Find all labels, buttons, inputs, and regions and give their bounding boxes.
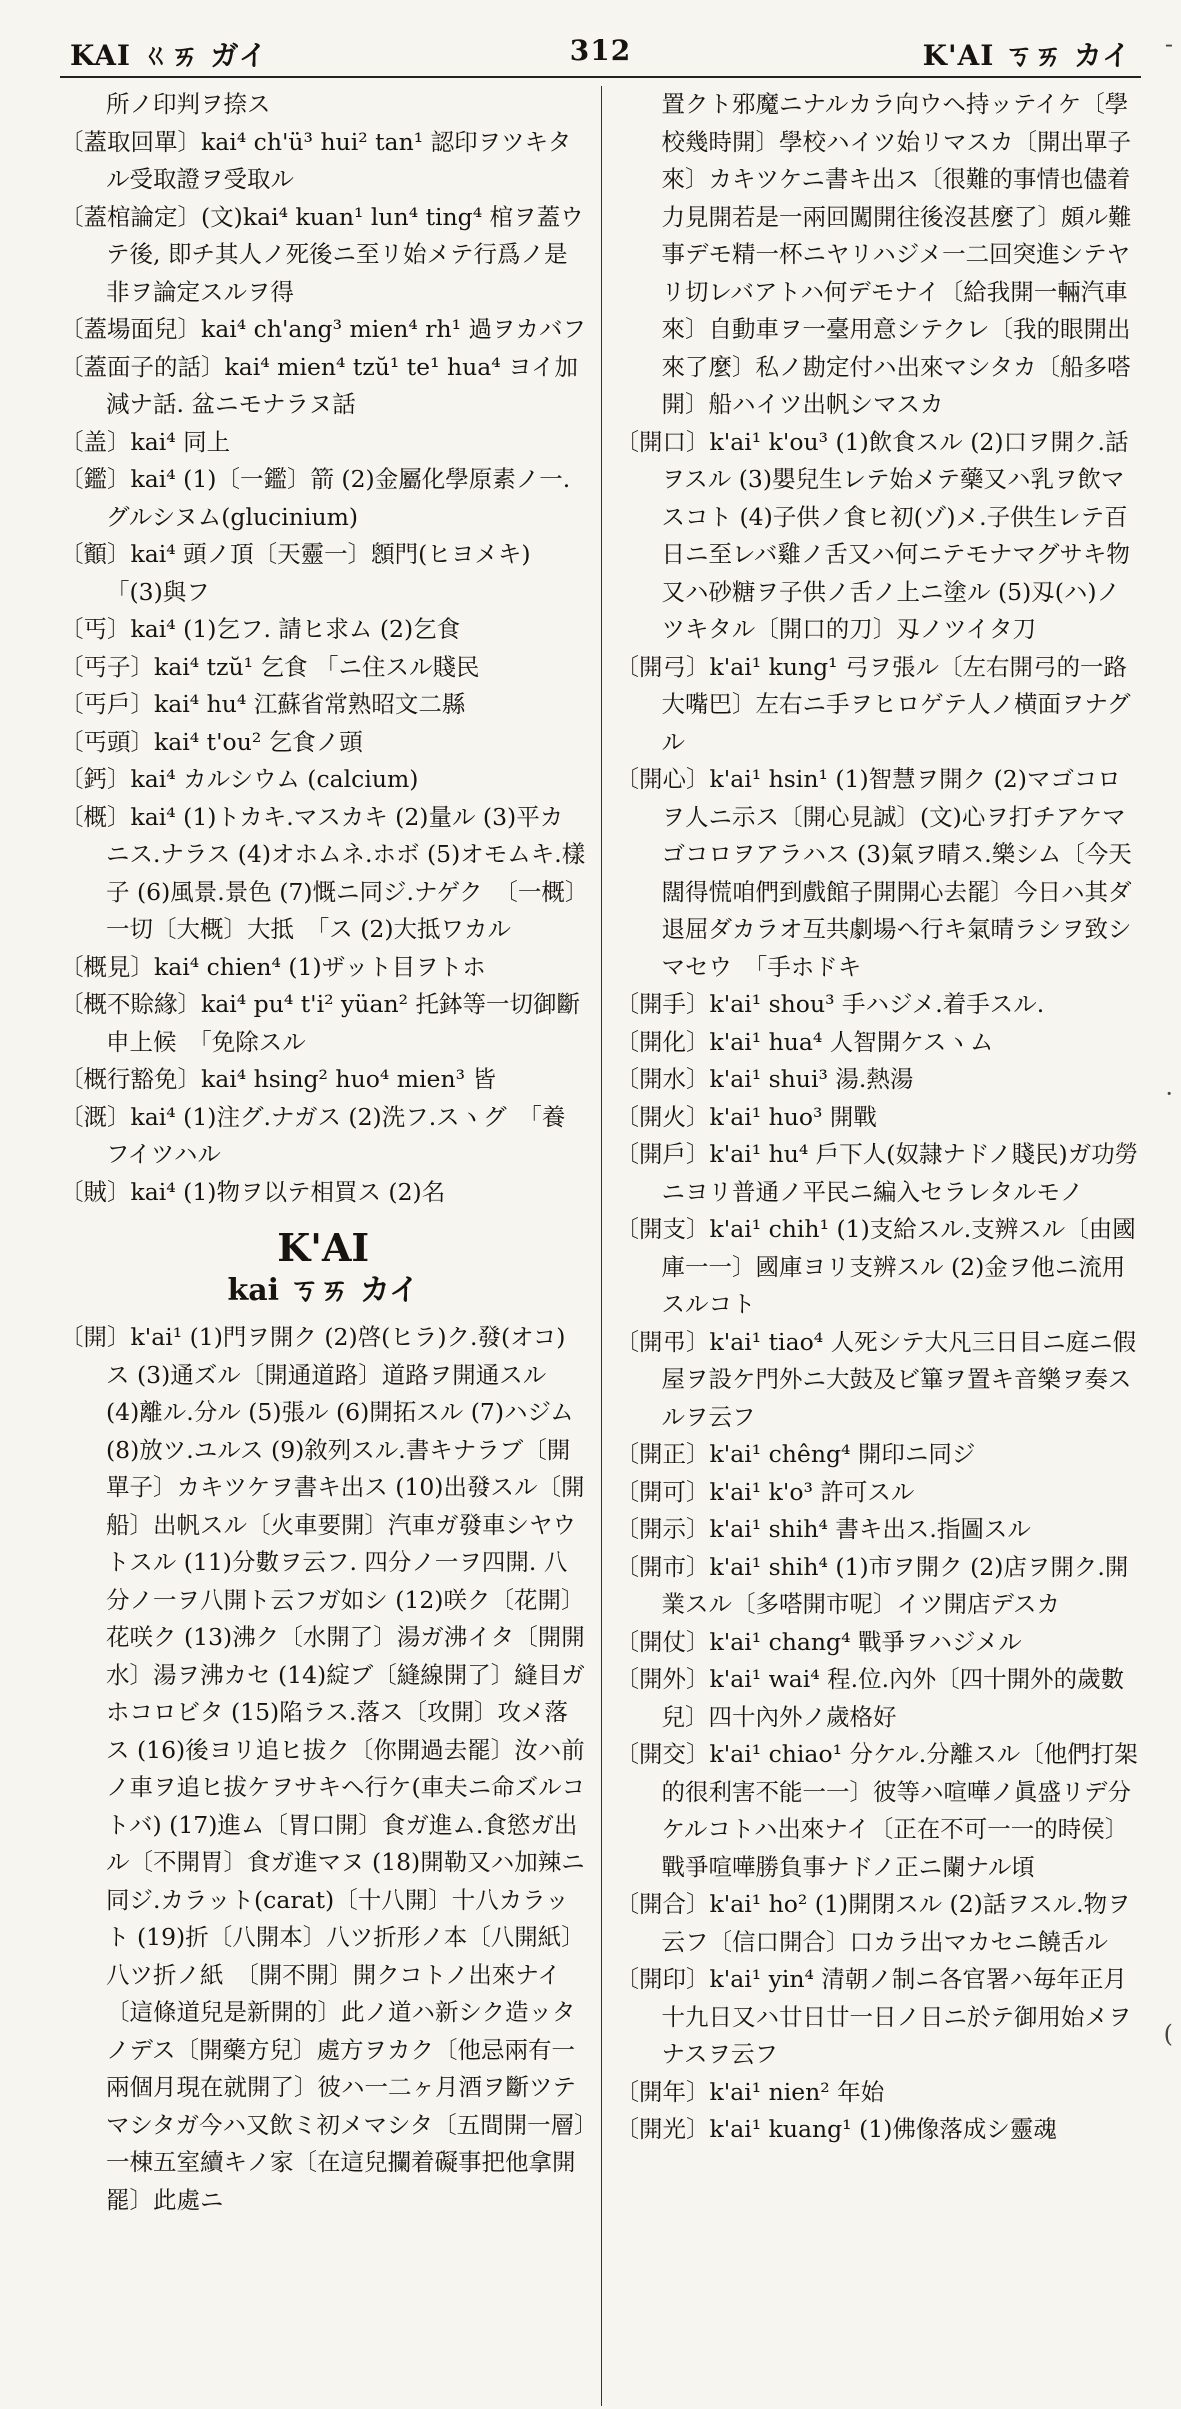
- dictionary-entry: 〔蓋場面兒〕kai⁴ ch'ang³ mien⁴ rh¹ 過ヲカバフ: [60, 315, 586, 343]
- dictionary-entry: 〔概見〕kai⁴ chien⁴ (1)ザット目ヲトホ: [60, 952, 486, 981]
- dictionary-entry: 〔開光〕k'ai¹ kuang¹ (1)佛像落成シ靈魂: [615, 2115, 1057, 2143]
- dictionary-entry: 〔開交〕k'ai¹ chiao¹ 分ケル.分離スル〔他們打架的很利害不能一一〕彼等ハ喧嘩ノ眞盛リデ分ケルコトハ出來ナイ〔正在不可一一的時侯〕戰爭喧嘩勝負事ナドノ正ニ闌ナル頃: [615, 1740, 1138, 1881]
- dictionary-entry: 〔開〕k'ai¹ (1)門ヲ開ク (2)啓(ヒラ)ク.發(オコ)ス (3)通ズル〔開通道路〕道路ヲ開通スル (4)離ル.分ル (5)張ル (6)開拓スル (7)ハジム (8)放ツ.ユルス (9)敘列スル.書キナラブ〔開單子〕カキツケヲ書キ出ス (10)出發スル〔開船〕出帆スル〔火車要開〕汽車ガ發車シヤウトスル (11)分數ヲ云フ. 四分ノ一ヲ四開. 八分ノ一ヲ八開ト云フガ如シ (12)咲ク〔花開〕花咲ク (13)沸ク〔水開了〕湯ガ沸イタ〔開開水〕湯ヲ沸カセ (14)綻ブ〔縫線開了〕縫目ガホコロビタ (15)陷ラス.落ス〔攻開〕攻メ落ス (16)後ヨリ追ヒ拔ク〔你開過去罷〕汝ハ前ノ車ヲ追ヒ拔ケヲサキヘ行ケ(車夫ニ命ズルコトバ) (17)進ム〔胃口開〕食ガ進ム.食慾ガ出ル〔不開胃〕食ガ進マヌ (18)開勒又ハ加辣ニ同ジ.カラット(carat)〔十八開〕十八カラット (19)折〔八開本〕八ツ折形ノ本〔八開紙〕八ツ折ノ紙 〔開不開〕開クコトノ出來ナイ〔這條道兒是新開的〕此ノ道ハ新シク造ッタノデス〔開藥方兒〕處方ヲカク〔他忌兩有一兩個月現在就開了〕彼ハ一二ヶ月酒ヲ斷ツテマシタガ今ハ又飲ミ初メマシタ〔五間開一層〕一棟五室續キノ家〔在這兒攔着礙事把他拿開罷〕此處ニ: [60, 1323, 586, 2214]
- dictionary-entry: 〔開正〕k'ai¹ chêng⁴ 開印ニ同ジ: [615, 1440, 976, 1468]
- header-left-guide: KAI ㄍㄞ ガイ: [70, 39, 268, 72]
- section-title: K'AI: [277, 1225, 370, 1270]
- dictionary-entry: 所ノ印判ヲ捺ス: [106, 90, 271, 118]
- dictionary-entry: 〔開仗〕k'ai¹ chang⁴ 戰爭ヲハジメル: [615, 1627, 1022, 1656]
- dictionary-entry: 〔開市〕k'ai¹ shih⁴ (1)市ヲ開ク (2)店ヲ開ク.開業スル〔多嗒開市呢〕イツ開店デスカ: [615, 1552, 1129, 1618]
- dictionary-entry: 〔開印〕k'ai¹ yin⁴ 清朝ノ制ニ各官署ハ毎年正月十九日又ハ廿日廿一日ノ日ニ於テ御用始メヲナスヲ云フ: [615, 1965, 1132, 2068]
- dictionary-entry: 〔鑑〕kai⁴ (1)〔一鑑〕箭 (2)金屬化學原素ノ一.グルシヌム(glucinium): [60, 465, 571, 531]
- edge-mark: (: [1163, 2020, 1173, 2048]
- dictionary-entry: 〔開支〕k'ai¹ chih¹ (1)支給スル.支辨スル〔由國庫一一〕國庫ヨリ支辨スル (2)金ヲ他ニ流用スルコト: [615, 1215, 1136, 1318]
- edge-mark: ·: [1165, 1080, 1173, 1108]
- dictionary-entry: 〔顮〕kai⁴ 頭ノ頂〔天靈一〕顖門(ヒヨメキ) 「(3)與フ: [60, 540, 554, 606]
- dictionary-entry: 〔開可〕k'ai¹ k'o³ 許可スル: [615, 1477, 915, 1506]
- dictionary-entry: 〔開手〕k'ai¹ shou³ 手ハジメ.着手スル.: [615, 990, 1045, 1018]
- dictionary-entry: 〔開化〕k'ai¹ hua⁴ 人智開ケスヽム: [615, 1027, 994, 1056]
- dictionary-entry: 〔鈣〕kai⁴ カルシウム (calcium): [60, 765, 419, 793]
- dictionary-entry: 〔開戶〕k'ai¹ hu⁴ 戶下人(奴隷ナドノ賤民)ガ功勞ニヨリ普通ノ平民ニ編入セラレタルモノ: [615, 1140, 1139, 1206]
- dictionary-entry: 〔概不賒緣〕kai⁴ pu⁴ t'i² yüan² 托鉢等一切御斷申上候 「免除スル: [60, 990, 580, 1056]
- dictionary-entry: 〔開心〕k'ai¹ hsin¹ (1)智慧ヲ開ク (2)マゴコロヲ人ニ示ス〔開心見誠〕(文)心ヲ打チアケマゴコロヲアラハス (3)氣ヲ晴ス.樂シム〔今天闊得慌咱們到戲館子開開心去罷〕今日ハ其ダ退屈ダカラオ互共劇場ヘ行キ氣晴ラシヲ致シマセウ 「手ホドキ: [615, 765, 1132, 981]
- dictionary-entry: 〔開水〕k'ai¹ shui³ 湯.熱湯: [615, 1065, 914, 1093]
- dictionary-entry: 〔丐〕kai⁴ (1)乞フ. 請ヒ求ム (2)乞食: [60, 615, 461, 643]
- page-header: [60, 28, 1141, 78]
- dictionary-entry: 〔蓋棺論定〕(文)kai⁴ kuan¹ lun⁴ ting⁴ 棺ヲ蓋ウテ後, 即チ其人ノ死後ニ至リ始メテ行爲ノ是非ヲ論定スルヲ得: [60, 202, 584, 306]
- dictionary-entry: 〔開火〕k'ai¹ huo³ 開戰: [615, 1102, 877, 1131]
- dictionary-entry: 〔盖〕kai⁴ 同上: [60, 427, 231, 456]
- dictionary-entry: 〔概〕kai⁴ (1)トカキ.マスカキ (2)量ル (3)平カニス.ナラス (4)オホムネ.ホボ (5)オモムキ.樣子 (6)風景.景色 (7)慨ニ同ジ.ナゲク 〔一概〕一切〔大概〕大抵 「ス (2)大抵ワカル: [60, 802, 586, 943]
- dictionary-entry: 〔開弔〕k'ai¹ tiao⁴ 人死シテ大凡三日目ニ庭ニ假屋ヲ設ケ門外ニ大鼓及ビ篳ヲ置キ音樂ヲ奏スルヲ云フ: [615, 1327, 1137, 1431]
- dictionary-entry: 〔開弓〕k'ai¹ kung¹ 弓ヲ張ル〔左右開弓的一路大嘴巴〕左右ニ手ヲヒロゲテ人ノ横面ヲナグル: [615, 652, 1131, 756]
- right-column: [601, 86, 1142, 2406]
- dictionary-entry: 〔開外〕k'ai¹ wai⁴ 程.位.內外〔四十開外的歲數兒〕四十內外ノ歲格好: [615, 1665, 1125, 1731]
- header-right-guide: K'AI ㄎㄞ カイ: [922, 39, 1131, 72]
- two-column-body: [60, 86, 1141, 2406]
- dictionary-entry: 〔丐頭〕kai⁴ t'ou² 乞食ノ頭: [60, 727, 363, 756]
- dictionary-entry: 〔丐戶〕kai⁴ hu⁴ 江蘇省常熟昭文二縣: [60, 690, 466, 718]
- dictionary-entry: 〔開年〕k'ai¹ nien² 年始: [615, 2077, 885, 2106]
- section-subtitle: kai ㄎㄞ カイ: [227, 1273, 420, 1308]
- left-column: [60, 86, 601, 2406]
- edge-mark: -: [1164, 30, 1173, 58]
- dictionary-entry: 〔蓋面子的話〕kai⁴ mien⁴ tzŭ¹ te¹ hua⁴ ヨイ加減ナ話. 盆ニモナラヌ話: [60, 352, 578, 418]
- dictionary-entry: 〔開合〕k'ai¹ ho² (1)開閉スル (2)話ヲスル.物ヲ云フ〔信口開合〕口カラ出マカセニ饒舌ル: [615, 1890, 1131, 1956]
- dictionary-entry: 〔丐子〕kai⁴ tzŭ¹ 乞食 「ニ住スル賤民: [60, 652, 480, 681]
- dictionary-entry: 〔概行豁免〕kai⁴ hsing² huo⁴ mien³ 皆: [60, 1065, 496, 1093]
- dictionary-entry: 〔賊〕kai⁴ (1)物ヲ以テ相買ス (2)名: [60, 1177, 446, 1206]
- dictionary-entry: 〔開口〕k'ai¹ k'ou³ (1)飲食スル (2)口ヲ開ク.話ヲスル (3)嬰兒生レテ始メテ藥又ハ乳ヲ飲マスコト (4)子供ノ食ヒ初(ゾ)メ.子供生レテ百日ニ至レバ雞ノ舌又ハ何ニテモナマグサキ物又ハ砂糖ヲ子供ノ舌ノ上ニ塗ル (5)刄(ハ)ノツキタル〔開口的刀〕刄ノツイタ刀: [615, 427, 1130, 643]
- dictionary-entry: 置クト邪魔ニナルカラ向ウヘ持ッテイケ〔學校幾時開〕學校ハイツ始リマスカ〔開出單子來〕カキツケニ書キ出ス〔很難的事情也儘着力見開若是一兩回闖開往後沒甚麼了〕頗ル難事デモ精一杯ニヤリハジメ一二回突進シテヤリ切レバアトハ何デモナイ〔給我開一輛汽車來〕自動車ヲ一臺用意シテクレ〔我的眼開出來了麼〕私ノ勘定付ハ出來マシタカ〔船多嗒開〕船ハイツ出帆シマスカ: [661, 90, 1132, 418]
- dictionary-entry: 〔溉〕kai⁴ (1)注グ.ナガス (2)洗フ.スヽグ 「養フイツハル: [60, 1102, 566, 1168]
- section-heading: [60, 1225, 587, 1311]
- dictionary-entry: 〔蓋取回單〕kai⁴ ch'ü³ hui² tan¹ 認印ヲツキタル受取證ヲ受取ル: [60, 127, 572, 193]
- page-number: 312: [569, 34, 632, 67]
- dictionary-entry: 〔開示〕k'ai¹ shih⁴ 書キ出ス.指圖スル: [615, 1515, 1031, 1543]
